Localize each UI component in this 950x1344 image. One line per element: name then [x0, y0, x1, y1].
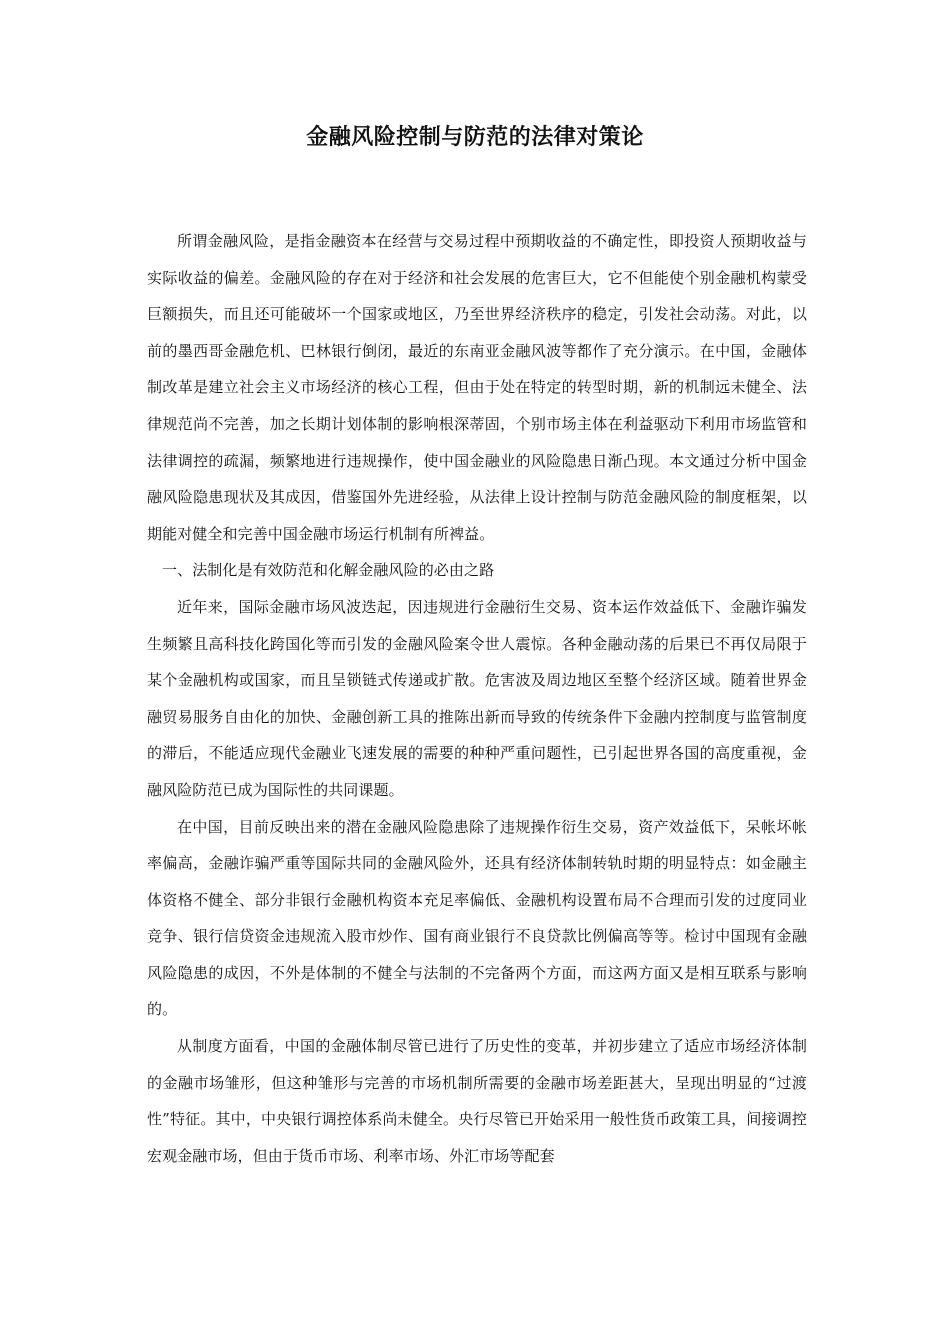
- document-body: [147, 223, 807, 1174]
- document-title: 金融风险控制与防范的法律对策论: [306, 125, 644, 150]
- paragraph-china-risk: 在中国，目前反映出来的潜在金融风险隐患除了违规操作衍生交易，资产效益低下，呆帐坏帐率偏高，金融诈骗严重等国际共同的金融风险外，还具有经济体制转轨时期的明显特点：如金融主体资格不健全、部分非银行金融机构资本充足率偏低、金融机构设置布局不合理而引发的过度同业竞争、银行信贷资金违规流入股市炒作、国有商业银行不良贷款比例偏高等等。检讨中国现有金融风险隐患的成因，不外是体制的不健全与法制的不完备两个方面，而这两方面又是相互联系与影响的。: [147, 817, 807, 1019]
- section-heading-1: 一、法制化是有效防范和化解金融风险的必由之路: [162, 561, 495, 580]
- paragraph-institutional-aspect: 从制度方面看，中国的金融体制尽管已进行了历史性的变革，并初步建立了适应市场经济体制的金融市场雏形，但这种雏形与完善的市场机制所需要的金融市场差距甚大，呈现出明显的“过渡性”特征。其中，中央银行调控体系尚未健全。央行尽管已开始采用一般性货币政策工具，间接调控宏观金融市场，但由于货币市场、利率市场、外汇市场等配套: [147, 1037, 807, 1165]
- paragraph-international-risk: 近年来，国际金融市场风波迭起，因违规进行金融衍生交易、资本运作效益低下、金融诈骗发生频繁且高科技化跨国化等而引发的金融风险案令世人震惊。各种金融动荡的后果已不再仅局限于某个金融机构或国家，而且呈锁链式传递或扩散。危害波及周边地区至整个经济区域。随着世界金融贸易服务自由化的加快、金融创新工具的推陈出新而导致的传统条件下金融内控制度与监管制度的滞后，不能适应现代金融业飞速发展的需要的种种严重问题性，已引起世界各国的高度重视，金融风险防范已成为国际性的共同课题。: [147, 597, 807, 799]
- paragraph-intro: 所谓金融风险，是指金融资本在经营与交易过程中预期收益的不确定性，即投资人预期收益与实际收益的偏差。金融风险的存在对于经济和社会发展的危害巨大，它不但能使个别金融机构蒙受巨额损失，而且还可能破坏一个国家或地区，乃至世界经济秩序的稳定，引发社会动荡。对此，以前的墨西哥金融危机、巴林银行倒闭，最近的东南亚金融风波等都作了充分演示。在中国，金融体制改革是建立社会主义市场经济的核心工程，但由于处在特定的转型时期，新的机制远未健全、法律规范尚不完善，加之长期计划体制的影响根深蒂固，个别市场主体在利益驱动下利用市场监管和法律调控的疏漏，频繁地进行违规操作，使中国金融业的风险隐患日渐凸现。本文通过分析中国金融风险隐患现状及其成因，借鉴国外先进经验，从法律上设计控制与防范金融风险的制度框架，以期能对健全和完善中国金融市场运行机制有所裨益。: [147, 232, 807, 543]
